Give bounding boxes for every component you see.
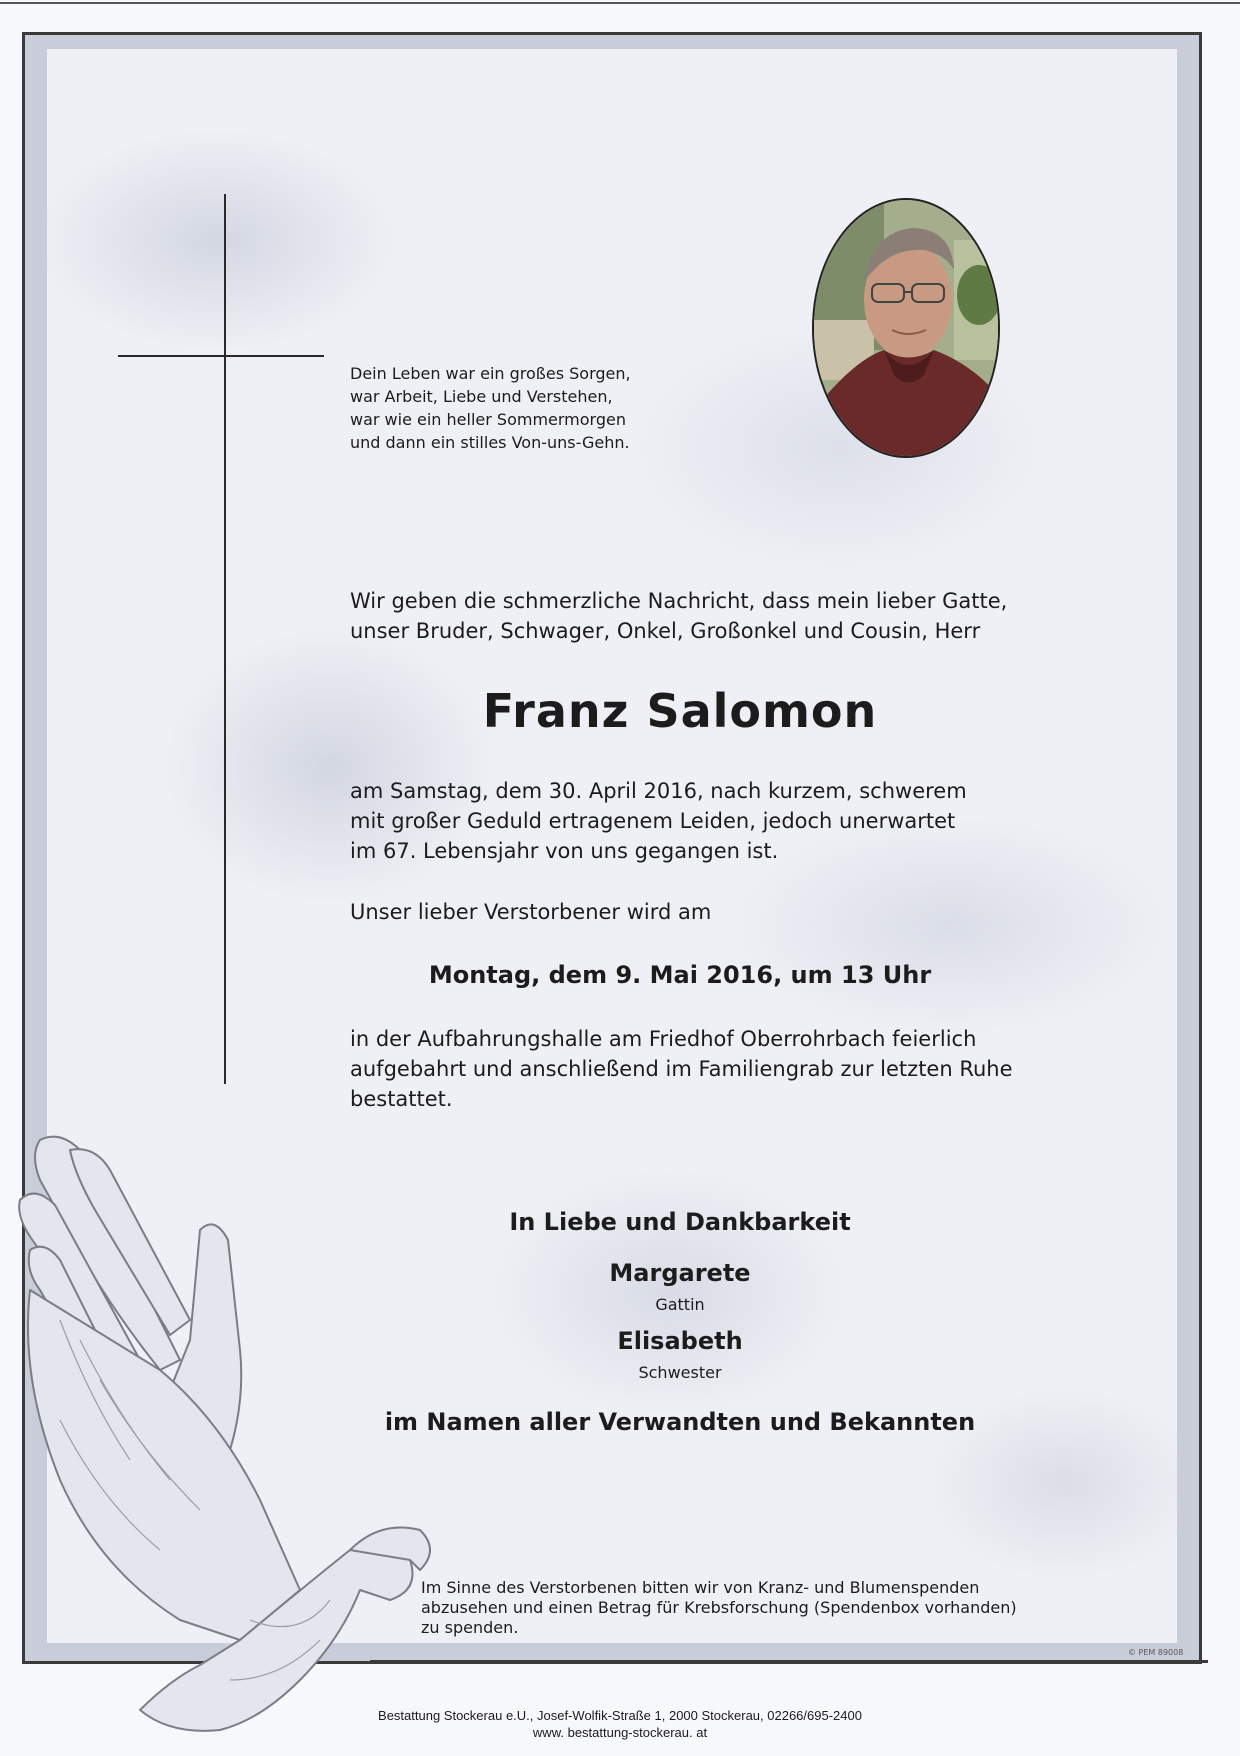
death-line: mit großer Geduld ertragenem Leiden, jedoch unerwartet	[350, 809, 956, 833]
page-top-edge	[0, 2, 1240, 4]
death-line: im 67. Lebensjahr von uns gegangen ist.	[350, 839, 779, 863]
portrait-photo	[814, 200, 1000, 458]
funeral-date: Montag, dem 9. Mai 2016, um 13 Uhr	[428, 961, 932, 989]
deceased-name: Franz Salomon	[482, 684, 878, 738]
footer-address: Bestattung Stockerau e.U., Josef-Wolfik-Straße 1, 2000 Stockerau, 02266/695-2400	[378, 1708, 862, 1723]
ceremony-line: aufgebahrt und anschließend im Familiengrab zur letzten Ruhe	[350, 1057, 1013, 1081]
cross-icon-horizontal	[118, 355, 324, 357]
deceased-portrait	[812, 198, 1000, 458]
poem-line: Dein Leben war ein großes Sorgen,	[350, 364, 631, 383]
cross-icon-vertical	[224, 194, 226, 1084]
relatives-line: im Namen aller Verwandten und Bekannten	[384, 1408, 976, 1436]
donation-line: abzusehen und einen Betrag für Krebsforschung (Spendenbox vorhanden)	[421, 1598, 1017, 1617]
donation-line: Im Sinne des Verstorbenen bitten wir von Kranz- und Blumenspenden	[421, 1578, 980, 1597]
donation-request	[421, 1578, 1021, 1638]
frame-bottom-rule	[370, 1660, 1208, 1663]
ceremony-line: bestattet.	[350, 1087, 453, 1111]
ceremony-line: in der Aufbahrungshalle am Friedhof Oberrohrbach feierlich	[350, 1027, 977, 1051]
printer-mark: © PEM 89008	[1128, 1648, 1184, 1657]
mourner-name: Margarete	[609, 1259, 751, 1287]
donation-line: zu spenden.	[421, 1618, 519, 1637]
death-line: am Samstag, dem 30. April 2016, nach kurzem, schwerem	[350, 779, 967, 803]
mourner-role: Gattin	[655, 1295, 705, 1314]
footer-website: www. bestattung-stockerau. at	[532, 1725, 708, 1740]
ceremony-details	[350, 1024, 1013, 1114]
poem-line: und dann ein stilles Von-uns-Gehn.	[350, 433, 630, 452]
undertaker-footer	[0, 1707, 1240, 1741]
thanks-heading: In Liebe und Dankbarkeit	[509, 1208, 851, 1236]
memorial-poem	[350, 362, 680, 454]
mourner-name: Elisabeth	[617, 1327, 743, 1355]
poem-line: war wie ein heller Sommermorgen	[350, 410, 626, 429]
mourner-role: Schwester	[638, 1363, 722, 1382]
poem-line: war Arbeit, Liebe und Verstehen,	[350, 387, 613, 406]
announcement-intro	[350, 586, 1010, 646]
intro-line: Wir geben die schmerzliche Nachricht, dass mein lieber Gatte,	[350, 589, 1008, 613]
death-notice	[350, 776, 1010, 866]
praying-hands-icon	[0, 1120, 480, 1756]
lay-in-state-line: Unser lieber Verstorbener wird am	[350, 900, 712, 924]
intro-line: unser Bruder, Schwager, Onkel, Großonkel und Cousin, Herr	[350, 619, 981, 643]
